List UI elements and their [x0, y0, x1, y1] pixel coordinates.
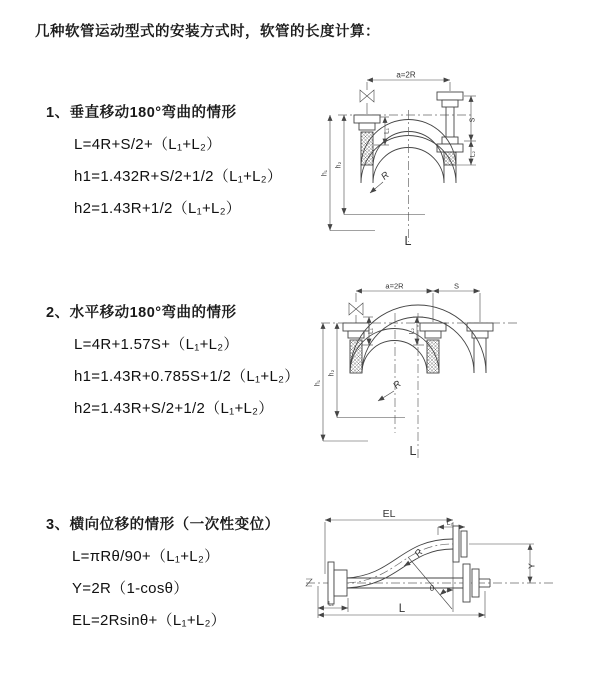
dim-s-label: S: [453, 281, 460, 291]
dim-a-label: a=2R: [385, 281, 404, 291]
dim-y-label: Y: [526, 563, 537, 569]
section-3-formula-l: L=πRθ/90+（L₁+L₂）: [72, 548, 220, 565]
section-2-heading: 2、水平移动180°弯曲的情形: [46, 305, 237, 321]
dim-l1-label: L₁: [328, 600, 334, 608]
right-flange-fitting: [463, 564, 490, 602]
radius-label: R: [379, 169, 392, 183]
valve-icon: [360, 90, 374, 102]
section-2-formula-h2: h2=1.43R+S/2+1/2（L₁+L₂）: [74, 400, 274, 417]
dim-l1-label: L₁: [367, 328, 375, 334]
right-flange-fitting: [437, 92, 463, 165]
dim-l2-label: L₂: [469, 150, 477, 158]
dim-h1-label: h₁: [321, 169, 329, 177]
dim-s-label: S: [469, 117, 477, 123]
left-flange-fitting: [354, 115, 380, 165]
s-curve-hose: [347, 539, 453, 588]
section-1-heading: 1、垂直移动180°弯曲的情形: [46, 105, 237, 121]
left-flange-fitting: [328, 562, 347, 604]
middle-flange-fitting: [420, 323, 446, 373]
dim-h2: [329, 323, 406, 418]
section-1-formula-h2: h2=1.43R+1/2（L₁+L₂）: [74, 200, 242, 217]
section-2-formula-h1: h1=1.43R+0.785S+1/2（L₁+L₂）: [74, 368, 300, 385]
page-title: 几种软管运动型式的安装方式时，软管的长度计算：: [35, 24, 380, 40]
dim-l2-label: L₂: [408, 327, 416, 335]
length-label: L: [409, 444, 417, 458]
section-2-formula-l: L=4R+1.57S+（L₁+L₂）: [74, 336, 239, 353]
dim-l2-label: L₂: [446, 520, 454, 527]
theta-label: θ: [429, 584, 435, 593]
diagram-lateral-displacement: [300, 498, 600, 658]
dim-h2-label: h₂: [335, 161, 343, 169]
section-3-formula-y: Y=2R（1-cosθ）: [72, 580, 189, 597]
diagram-horizontal-180-bend: [313, 283, 598, 478]
length-label: L: [398, 603, 406, 615]
dim-el-label: EL: [382, 508, 396, 520]
length-label: L: [404, 234, 412, 248]
dim-h1-label: h₁: [314, 379, 322, 387]
radius-label: R: [391, 378, 404, 392]
dim-a-label: a=2R: [396, 70, 416, 80]
radius-label: R: [412, 547, 426, 560]
dim-s: [433, 282, 480, 292]
dim-l2: [470, 141, 477, 165]
dim-h2: [336, 115, 426, 215]
dim-l1-label: L₁: [383, 128, 391, 134]
diagram-vertical-180-bend: [313, 70, 593, 270]
radius-callout: [404, 547, 426, 566]
section-3-formula-el: EL=2Rsinθ+（L₁+L₂）: [72, 612, 226, 629]
radius-callout: [378, 379, 404, 401]
dim-h2-label: h₂: [328, 369, 336, 377]
displaced-flange-fitting: [453, 526, 467, 562]
valve-icon: [349, 303, 363, 315]
section-3-heading: 3、横向位移的情形（一次性变位）: [46, 517, 280, 533]
centerline-z-mark: [306, 579, 312, 586]
section-1-formula-l: L=4R+S/2+（L₁+L₂）: [74, 136, 222, 153]
section-1-formula-h1: h1=1.432R+S/2+1/2（L₁+L₂）: [74, 168, 283, 185]
